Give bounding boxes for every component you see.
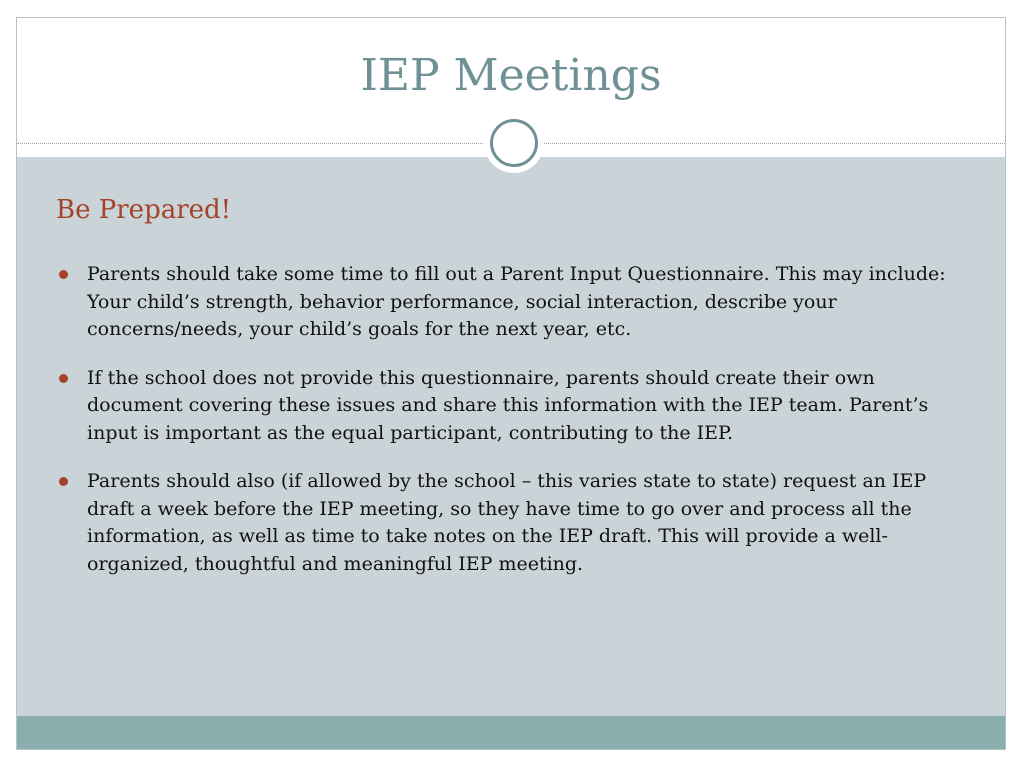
slide-title: IEP Meetings <box>360 50 662 101</box>
footer-band <box>17 716 1005 750</box>
bullet-item <box>56 261 976 344</box>
bullet-text: Parents should also (if allowed by the school – this varies state to state) request an IEP draft a week before the IEP meeting, so they have time to go over and process all the information, as well as time to take notes on the IEP draft. This will provide a well-organized, thoughtful and meaningful IEP meeting. <box>87 470 927 575</box>
bullet-dot-icon <box>59 374 68 383</box>
circle-ring-inner <box>490 119 538 167</box>
bullet-text: Parents should take some time to fill out a Parent Input Questionnaire. This may include: Your child’s strength, behavior performance, social interaction, describe your concerns/needs, your child’s goals for the next year, etc. <box>87 263 946 340</box>
slide <box>16 17 1006 750</box>
bullet-item <box>56 365 976 448</box>
bullet-text: If the school does not provide this questionnaire, parents should create their own document covering these issues and share this information with the IEP team. Parent’s input is important as the equal participant, contributing to the IEP. <box>87 366 929 444</box>
bullet-list <box>56 261 976 599</box>
bullet-dot-icon <box>59 270 68 279</box>
circle-ring-icon <box>484 113 544 173</box>
slide-subtitle: Be Prepared! <box>56 195 232 225</box>
bullet-item <box>56 468 976 578</box>
bullet-dot-icon <box>59 477 68 486</box>
